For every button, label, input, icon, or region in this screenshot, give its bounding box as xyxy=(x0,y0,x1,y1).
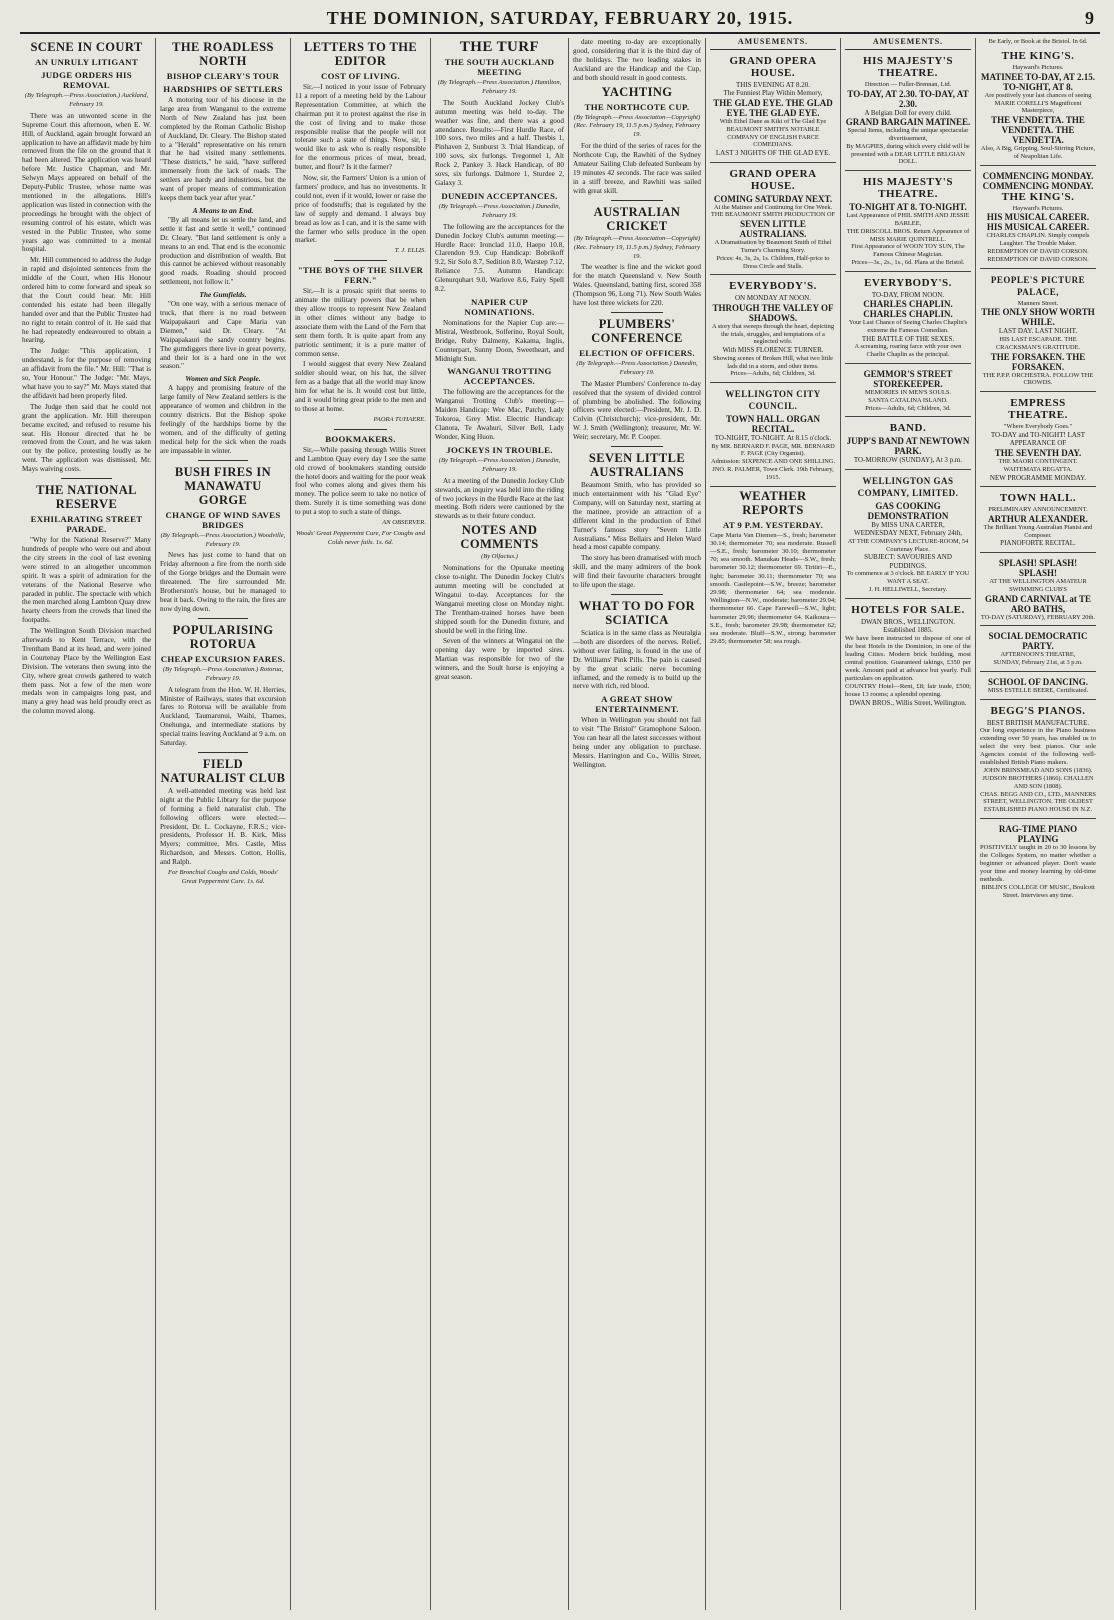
masthead xyxy=(20,6,1100,34)
article-paragraph: The Judge then said that he could not grant the application. Mr. Hill thereupon became excited, and refused to resume his seat. His Honour directed that he be removed from the Court, and he was taken out by the police, protesting loudly as he went. The application was dismissed, Mr. Mays waiving costs. xyxy=(22,402,151,474)
article-subhead: BOOKMAKERS. xyxy=(325,433,396,444)
ad-line: Direction — Fuller-Brennan, Ltd. xyxy=(864,80,952,88)
article-subhead: DUNEDIN ACCEPTANCES. xyxy=(441,190,558,201)
article-headline: WEATHER REPORTS xyxy=(739,488,807,517)
advertisement xyxy=(710,277,836,383)
article-byline: (By Olfactus.) xyxy=(481,553,518,561)
ad-line: THE P.P.P. ORCHESTRA. FOLLOW THE CROWDS. xyxy=(982,371,1094,387)
page-number: 9 xyxy=(1085,8,1094,28)
ad-body: We have been instructed to dispose of one of the best Hotels in the Dominion, in one of the leading Cities. Modern brick building, most central position. Guaranteed takings, £350 per week. Amount paid at advance but yearly. Full particulars on application. xyxy=(845,634,971,682)
divider xyxy=(611,446,662,447)
ad-line: THE BEAUMONT SMITH PRODUCTION OF xyxy=(710,211,836,219)
article-subhead: WANGANUI TROTTING ACCEPTANCES. xyxy=(447,366,552,387)
ad-line: Also, A Big, Gripping, Soul-Stirring Picture, of Neapolitan Life. xyxy=(980,145,1096,160)
ad-line: TO-NIGHT, TO-NIGHT. At 8.15 o'clock. xyxy=(714,434,832,443)
ad-feature: JUPP'S BAND AT NEWTOWN PARK. xyxy=(846,436,970,457)
ad-line: MISS ESTELLE BEERE, Certificated. xyxy=(987,686,1089,694)
ad-heading: EVERYBODY'S. xyxy=(729,280,817,293)
article-subhead: "THE BOYS OF THE SILVER FERN." xyxy=(297,265,424,286)
ad-line: Manners Street. xyxy=(1017,299,1059,307)
article-paragraph: A telegram from the Hon. W. H. Herries, Minister of Railways, states that excursion fares to Rotorua will be available from Auckland, Taumarunui, Waihi, Thames, Onehunga, and intermediate stations by special trains leaving Auckland at 9 a.m. on Saturday. xyxy=(160,685,286,748)
ad-feature: GRAND BARGAIN MATINEE. xyxy=(845,117,971,128)
column-1 xyxy=(18,38,155,1610)
article-headline: THE ROADLESS NORTH xyxy=(172,40,274,68)
article-headline: THE NATIONAL RESERVE xyxy=(36,483,137,512)
article-sidehead: The Gumfields. xyxy=(199,290,247,300)
ad-line: DWAN BROS., Willis Street, Wellington. xyxy=(849,698,967,707)
ad-line: "Where Everybody Goes." xyxy=(1003,423,1073,431)
article-subhead: BISHOP CLEARY'S TOUR xyxy=(166,71,280,81)
ad-line: AT THE COMPANY'S LECTURE-ROOM, 54 Courtenay Place. xyxy=(847,537,969,553)
ad-line: With MISS FLORENCE TURNER. xyxy=(722,346,824,355)
ad-line: Be Early, or Book at the Bristol. In 6d. xyxy=(988,38,1088,45)
advertisement xyxy=(845,472,971,599)
advertisement xyxy=(845,52,971,171)
ad-line: THE MAORI CONTINGENT. xyxy=(998,457,1078,465)
ad-line: Special Items, including the unique spectacular divertissement, xyxy=(847,127,969,142)
ad-line: By MAGPIES, during which every child will be presented with a DEAR LITTLE BELGIAN DOLL. xyxy=(846,142,970,166)
ad-line: To commence at 3 o'clock. BE EARLY IF YOU WANT A SEAT. xyxy=(846,570,970,586)
article-paragraph: Nominations for the Napier Cup are:—Mistral, Westbrook, Solferino, Royal Soult, Bridge, Ruby Dalmeny, Kakama, Inglis, Counterpart, Sunny Doon, Sweetheart, and Midnight Sun. xyxy=(435,318,564,363)
section-label: AMUSEMENTS. xyxy=(845,38,971,50)
article-byline: (By Telegraph.—Press Association.) Dunedin, February 19. xyxy=(576,359,698,376)
article-headline: AUSTRALIAN CRICKET xyxy=(593,204,681,233)
ad-line: TO-DAY and TO-NIGHT! LAST APPEARANCE OF xyxy=(990,430,1086,448)
ad-line: THIS EVENING AT 8.20. xyxy=(736,80,810,89)
ad-heading: PEOPLE'S PICTURE PALACE, xyxy=(990,274,1086,297)
advertisement xyxy=(980,489,1096,553)
article-paragraph: The story has been dramatised with much skill, and the many admirers of the book will find their favourite characters brought to life upon the stage. xyxy=(573,554,701,590)
ad-line: AT THE WELLINGTON AMATEUR SWIMMING CLUB'S xyxy=(989,577,1087,593)
ad-line: J. H. HELLIWELL, Secretary. xyxy=(868,586,948,594)
ad-heading: TOWN HALL. xyxy=(999,492,1077,505)
advertisement xyxy=(980,168,1096,269)
ad-line: Admission: SIXPENCE AND ONE SHILLING. xyxy=(710,458,836,466)
article-paragraph: The following are the acceptances for the Wanganui Trotting Club's meeting:—Maiden Handicap: Wee Mac, Patchy, Lady Tokoroa, Grey Mist. Electric Handicap: Clanora, Te Awahuri, Silver Bell, Lady Wonder, King Huon. xyxy=(435,388,564,441)
advertisement xyxy=(980,394,1096,487)
ad-line: AFTERNOON'S THEATRE, xyxy=(1000,651,1076,659)
ad-feature: CHARLES CHAPLIN. CHARLES CHAPLIN. xyxy=(863,299,953,320)
article-subhead: ELECTION OF OFFICERS. xyxy=(579,347,695,358)
ad-body: COUNTRY Hotel—Rent, £8; fair trade, £500; house 13 rooms; a splendid opening. xyxy=(845,682,971,698)
ad-line: A screaming, roaring farce with your own Charlie Chaplin as the principal. xyxy=(854,343,962,359)
article-paragraph: "Why for the National Reserve?" Many hundreds of people who were out and about the city streets in the cool of last evening were stirred to an altogether uncommon spirit. It was a spirit of admiration for the veterans of the National Reserve who paraded in public. The spectacle with which the men marched along Lambton Quay drew hearty cheers from the crowds that lined the footpaths. xyxy=(22,536,151,625)
article-subhead: HARDSHIPS OF SETTLERS xyxy=(163,84,283,94)
article-headline: YACHTING xyxy=(601,84,673,99)
article-byline: (By Telegraph.—Press Association.) Woodville, February 19. xyxy=(160,531,286,548)
article-paragraph: The Judge: "This application, I understand, is for the purpose of removing an affidavit from the file." Mr. Hill: "That is so, Your Honour." The Judge: "Mr. Mays, what have you to say?" Mr. Mays stated that the affidavit had been properly filed. xyxy=(22,347,151,400)
advertisement xyxy=(845,419,971,470)
ad-feature: TOWN HALL. ORGAN RECITAL. xyxy=(725,414,821,435)
ad-feature: THE GLAD EYE. THE GLAD EYE. THE GLAD EYE. xyxy=(713,97,833,118)
article-subhead: AN UNRULY LITIGANT xyxy=(35,57,138,67)
article-headline: NOTES AND COMMENTS xyxy=(460,523,539,552)
column-4 xyxy=(431,38,568,1610)
ad-line: ON MONDAY AT NOON. xyxy=(735,294,811,303)
letter-signature: AN OBSERVER. xyxy=(382,519,426,527)
advertisement xyxy=(710,385,836,486)
article-subhead: JUDGE ORDERS HIS REMOVAL xyxy=(41,70,132,90)
ad-line: TO-MORROW (SUNDAY), At 3 p.m. xyxy=(853,456,963,465)
advertisement xyxy=(980,821,1096,904)
ad-heading: EVERYBODY'S. xyxy=(864,276,952,289)
article-headline: SCENE IN COURT xyxy=(30,40,143,54)
ad-line: PIANOFORTE RECITAL. xyxy=(1000,539,1076,548)
article-paragraph: The Wellington South Division marched afterwards to Kent Terrace, with the Trentham Band at its head, and were joined in Courtenay Place by the Wellington East Division. The veterans then swung into the City, where great crowds gathered to watch them pass. Not a few of the men wore medals won in campaigns long past, and many a grey head was held proudly erect as the column moved along. xyxy=(22,627,151,716)
ad-heading: GEMMOR'S STREET STOREKEEPER. xyxy=(863,368,953,389)
ad-line: SANTA CATALINA ISLAND. xyxy=(868,396,948,404)
ad-line: JOHN BRINSMEAD AND SONS (1836). JUDSON BROTHERS (1866). CHALLEN AND SON (1808). xyxy=(982,767,1094,790)
ad-line: LAST 3 NIGHTS OF THE GLAD EYE. xyxy=(715,149,831,158)
ad-feature: THE ONLY SHOW WORTH WHILE. xyxy=(981,307,1095,328)
article-paragraph: There was an unwonted scene in the Supreme Court this afternoon, when E. W. Hill, of Auckland, again brought forward an application to have an affidavit made by him removed from the file on the ground that it had been altered. The application was heard before Mr. Justice Chapman, and Mr. Selwyn Mays appeared on behalf of the Deputy-Public Trustee, whose name was mentioned in the allegations. Hill's application was listed in connection with the proceedings he brought with the object of resuming control of his estate, which was vested in the Public Trustee, who some years ago was committed to a mental hospital. xyxy=(22,111,151,254)
advertisement xyxy=(845,274,971,364)
ad-heading: SCHOOL OF DANCING. xyxy=(988,676,1088,687)
ad-line: THE DRISCOLL BROS. Return Appearance of MISS MARIE QUINTRELL. xyxy=(846,227,970,243)
ad-body: Our long experience in the Piano business extending over 50 years, has enabled us to select the very best pianos. Our sole Agencies consist of the following well-established British Piano makers. xyxy=(980,727,1096,767)
article-paragraph: Sir,—It is a prosaic spirit that seems to animate the military powers that be when they allow troops to represent New Zealand in other climes without any badge to associate them with the Land of the Fern that sent them forth. It is quite apart from any patriotic sentiment; it is a pure matter of common sense. xyxy=(295,287,426,358)
ad-heading: GRAND OPERA HOUSE. xyxy=(729,167,817,192)
article-paragraph: When in Wellington you should not fail to visit "The Bristol" Gramophone Saloon. You can hear all the latest successes without being under any obligation to purchase. Messrs. Harrington and Co., Willis Street, Wellington. xyxy=(573,716,701,769)
ad-line: At the Matinee and Continuing for One Week. xyxy=(713,203,833,211)
ad-heading: BAND. xyxy=(889,422,927,435)
divider xyxy=(611,200,662,201)
section-label: AMUSEMENTS. xyxy=(710,38,836,50)
advertisement xyxy=(710,52,836,163)
advertisement xyxy=(980,674,1096,700)
article-subhead: NAPIER CUP NOMINATIONS. xyxy=(464,296,535,317)
ad-line: THE BATTLE OF THE SEXES. xyxy=(861,334,955,343)
ad-line: REDEMPTION OF DAVID CORSON. REDEMPTION OF DAVID CORSON. xyxy=(987,248,1089,263)
ad-heading: GRAND OPERA HOUSE. xyxy=(729,54,817,79)
weather-report: Cape Maria Van Diemen—S., fresh; barometer 30.14; thermometer 70; sea moderate. Russell—S.E., fresh; barometer 30.10; thermometer 70; sea smooth. Manukau Heads—S.W., fresh; barometer 30.12; thermometer 69. Tiritiri—E., light; barometer 30.11; thermometer 70; sea smooth. Castlepoint—S.W., breeze; barometer 29.98; thermometer 64; sea moderate. Wellington—N.W., moderate; barometer 29.94; thermometer 66. Cape Farewell—S.W., light; barometer 29.96; thermometer 64. Kaikoura—S.E., fresh; barometer 29.98; thermometer 62; sea moderate. Bluff—S.W., strong; barometer 29.85; thermometer 58; sea rough. xyxy=(710,531,836,646)
ad-feature: COMING SATURDAY NEXT. xyxy=(713,193,833,204)
article-subhead: THE NORTHCOTE CUP. xyxy=(584,101,690,112)
article-byline: (By Telegraph.—Press Association—Copyright) (Rec. February 19, 11.5 p.m.) Sydney, February 19. xyxy=(573,113,701,139)
ad-feature: THE FORSAKEN. THE FORSAKEN. xyxy=(990,351,1086,372)
ad-line: Last Appearance of PHIL SMITH AND JESSIE BARLEE, xyxy=(846,212,970,227)
ad-line: Are positively your last chances of seeing MARIE CORELLI'S Magnificent Masterpiece, xyxy=(984,91,1092,115)
article-subhead: AT 9 P.M. YESTERDAY. xyxy=(722,519,824,530)
ad-heading: BEGG'S PIANOS. xyxy=(990,704,1086,717)
advertisement xyxy=(845,173,971,272)
ad-feature: GRAND CARNIVAL at TE ARO BATHS, xyxy=(985,593,1091,614)
ad-line: With Ethel Dane as Kiki of The Glad Eye xyxy=(719,117,827,125)
article-byline: (By Telegraph.—Press Association.) Dunedin, February 19. xyxy=(438,202,561,219)
ad-line: CHAS. BEGG AND CO., LTD., MANNERS STREET, WELLINGTON. THE OLDEST ESTABLISHED PIANO HOUSE IN N.Z. xyxy=(980,790,1096,814)
article-paragraph: Now, sir, the Farmers' Union is a union of farmers' produce, and has no investments. It could not, even if it would, lower or raise the price of foodstuffs; that is regulated by the law of supply and demand. I always buy bread as low as I can, and it is the same with the farmer who sells produce in the open market. xyxy=(295,174,426,245)
ad-heading: EMPRESS THEATRE. xyxy=(1008,397,1068,422)
column-2 xyxy=(156,38,290,1610)
article-subhead: CHEAP EXCURSION FARES. xyxy=(160,653,286,664)
article-paragraph: The South Auckland Jockey Club's autumn meeting was held to-day. The weather was fine, and there was a good attendance. Results:—First Hurdle Race, of 100 sovs, two miles and a half. Thesbis 1, Pinhaven 2, Sunburst 3. Trial Handicap, of 100 sovs, six furlongs. Tregonnel 1, Alt Rock 2, Pankey 3. Hack Handicap, of 80 sovs, six furlongs. Dalmore 1, Sturdee 2, Galaxy 3. xyxy=(435,98,564,187)
article-headline: BUSH FIRES IN MANAWATU GORGE xyxy=(174,464,272,507)
article-paragraph: A happy and promising feature of the large family of New Zealand settlers is the appearance of women and children in the country districts. But the Bishop spoke feelingly of the hardships borne by the women, and of the difficulty of getting medical help for the sick when the roads are impassable in winter. xyxy=(160,384,286,455)
ad-line: HIS LAST ESCAPADE. THE CRACKSMAN'S GRATITUDE. xyxy=(995,335,1081,351)
ad-line: JNO. R. PALMER, Town Clerk. 19th February, 1915. xyxy=(712,466,834,481)
ad-line: Hayward's Pictures. xyxy=(1012,204,1064,212)
ad-line: LAST DAY. LAST NIGHT. xyxy=(998,327,1078,336)
article-paragraph: The Master Plumbers' Conference to-day resolved that the system of divided control of plumbing be abolished. The following officers were elected:—President, Mr. J. D. Colvin (Christchurch); vice-president, Mr. W. J. Smith (Wellington); treasurer, Mr. W. Weir; secretary, Mr. P. Cooper. xyxy=(573,379,701,442)
article-paragraph: At a meeting of the Dunedin Jockey Club stewards, an inquiry was held into the riding of two jockeys in the Hurdle Race at the last meeting. Both riders were cautioned by the stewards as to their future conduct. xyxy=(435,476,564,521)
ad-line: Prices—Adults, 6d; Children, 3d. xyxy=(730,370,816,378)
ad-line: NEW PROGRAMME MONDAY. xyxy=(989,473,1087,482)
ad-line: BEST BRITISH MANUFACTURE. xyxy=(986,718,1090,727)
ad-feature: COMMENCING MONDAY. COMMENCING MONDAY. xyxy=(982,170,1094,191)
ad-line: CHARLES CHAPLIN. Simply compels Laughter. The Trouble Maker. xyxy=(986,232,1090,248)
article-paragraph: Sir,—I noticed in your issue of February 11 a report of a meeting held by the Labour Representation Committee, at which the chairman put it to protest against the rise in the cost of living and to make those responsible realise that the people will not tolerate such a state of things. Now, sir, I would like to ask who is really responsible for the enormous prices of meat, bread, butter, and flour? Is it the farmer? xyxy=(295,83,426,172)
article-paragraph: The weather is fine and the wicket good for the match Queensland v. New South Wales. Queensland, batting first, scored 358 (Thompson 96, Long 71). New South Wales have lost three wickets for 220. xyxy=(573,263,701,308)
column-8-amusements xyxy=(976,38,1100,1610)
article-headline: THE TURF xyxy=(459,39,540,55)
divider xyxy=(198,752,248,753)
article-paragraph: The following are the acceptances for the Dunedin Jockey Club's autumn meeting:—Hurdle Race: Ironclad 11.0, Haepo 10.8, Clarendon 9.9. Cup Handicap: Bobrikoff 9.2, Sir Solo 8.7, Sedition 8.0, Warstep 7.12, Reliance 7.5. Autumn Handicap: Glenurquhart 9.0, Warlove 8.6, Fairy Spell 8.2. xyxy=(435,222,564,294)
ad-heading: HIS MAJESTY'S THEATRE. xyxy=(863,54,953,79)
divider xyxy=(198,460,248,461)
advertisement-footer: Woods' Great Peppermint Cure, For Coughs and Colds never fails. 1s. 6d. xyxy=(295,529,426,546)
ad-line: BIBLIN'S COLLEGE OF MUSIC, Boulcott Street. Interviews any time. xyxy=(981,884,1095,899)
article-headline: WHAT TO DO FOR SCIATICA xyxy=(578,598,696,627)
article-byline: (By Telegraph.—Press Association.) Hamilton, February 19. xyxy=(437,79,562,95)
ad-line: By MISS UNA CARTER, xyxy=(871,520,945,529)
advertisement xyxy=(980,271,1096,392)
ad-line: A Belgian Doll for every child. xyxy=(864,108,952,117)
article-paragraph: date meeting to-day are exceptionally good, considering that it is the third day of the holidays. The two leading stakes in Auckland are the Handicap and the Cup, and both should result in good contests. xyxy=(573,38,701,82)
article-paragraph: "By all means let us settle the land, and settle it fast and settle it well," continued Dr. Cleary. "But land settlement is only a means to an end. That end is the economic production and distribution of wealth. But this cannot be achieved without reasonably good roads. Roading should proceed settlement, not follow it." xyxy=(160,215,286,287)
ad-line: BEAUMONT SMITH'S NOTABLE COMPANY OF ENGLISH FARCE COMEDIANS. xyxy=(726,125,820,149)
advertisement-footer: For Bronchial Coughs and Colds, Woods' Great Peppermint Cure. 1s. 6d. xyxy=(167,869,279,885)
article-paragraph: I would suggest that every New Zealand soldier should wear, on his hat, the silver fern as a badge that all the world may know him for what he is. It would cost but little, and it would bring great pride to the men and to those at home. xyxy=(295,360,426,413)
ad-line: TO-DAY (SATURDAY), FEBRUARY 20th. xyxy=(980,613,1096,621)
article-paragraph: Seven of the winners at Wingatui on the opening day were by imported sires. Martian was responsible for two of the winners, and the Soult horse is enjoying a great season. xyxy=(435,637,564,682)
article-paragraph: A motoring tour of his diocese in the large area from Wanganui to the extreme North of New Zealand has just been completed by the Roman Catholic Bishop of Auckland, Dr. Cleary. The Bishop stated to a "Herald" representative on his return that he had visited many settlements. "These districts," he said, "have suffered immensely from the lack of roads. The settlers are hardy and industrious, but the want of proper means of communication keeps them back year after year." xyxy=(160,96,286,202)
column-6-amusements xyxy=(706,38,840,1610)
ad-line: PRELIMINARY ANNOUNCEMENT. xyxy=(988,506,1088,514)
ad-line: By MR. BERNARD F. PAGE, MR. BERNARD F. PAGE (City Organist). xyxy=(711,442,835,458)
divider xyxy=(334,260,386,261)
ad-line: First Appearance of WOON TOY SUN, The Famous Chinese Magician. xyxy=(851,243,965,259)
ad-feature: TO-NIGHT AT 8. TO-NIGHT. xyxy=(849,202,967,213)
ad-feature: MATINEE TO-DAY, AT 2.15. TO-NIGHT, AT 8. xyxy=(980,71,1096,92)
ad-line: Prices—3s., 2s., 1s., 6d. Plans at the Bristol. xyxy=(851,258,965,266)
ad-heading: HOTELS FOR SALE. xyxy=(851,603,965,616)
article-subhead: THE SOUTH AUCKLAND MEETING xyxy=(444,57,555,77)
ad-heading: WELLINGTON GAS COMPANY, LIMITED. xyxy=(857,475,959,498)
ad-line: WEDNESDAY NEXT, February 24th, xyxy=(853,529,963,538)
ad-heading: THE KING'S. xyxy=(1001,190,1075,203)
ad-line: Your Last Chance of Seeing Charles Chaplin's extreme the Famous Comedian. xyxy=(848,319,968,335)
article-paragraph: Nominations for the Opunake meeting close to-night. The Dunedin Jockey Club's autumn meeting will be concluded at Wingatui to-day. Acceptances for the Wanganui meeting close on Monday night. The Trentham-trained horses have been shipped south for the Dunedin fixture, and should be well in the firing line. xyxy=(435,564,564,635)
ad-heading: SPLASH! SPLASH! SPLASH! xyxy=(998,557,1078,578)
article-subhead: CHANGE OF WIND SAVES BRIDGES xyxy=(165,509,281,530)
article-headline: LETTERS TO THE EDITOR xyxy=(303,40,418,68)
ad-feature: HIS MUSICAL CAREER. HIS MUSICAL CAREER. xyxy=(986,212,1090,233)
article-sidehead: Women and Sick People. xyxy=(185,374,261,384)
ad-line: The Brilliant Young Australian Pianist and Composer. xyxy=(983,523,1093,539)
column-3 xyxy=(291,38,430,1610)
ad-line: Prices—Adults, 6d; Children, 3d. xyxy=(865,404,951,412)
ad-line: DWAN BROS., WELLINGTON. Established 1885. xyxy=(860,617,956,635)
advertisement xyxy=(980,702,1096,819)
article-byline: (By Telegraph.—Press Association—Copyright) (Rec. February 19, 11.5 p.m.) Sydney, February 19. xyxy=(573,234,701,260)
article-paragraph: Beaumont Smith, who has provided so much entertainment with his "Glad Eye" Company, will on Saturday next, starting at the matinee, provide an attraction of a different kind in the production of Ethel Turner's famous story "Seven Little Australians." Miss Bellairs and Helen Ward head a most capable company. xyxy=(573,481,701,552)
ad-heading: RAG-TIME PIANO PLAYING xyxy=(998,824,1078,844)
ad-line: Prices: 4s, 3s, 2s, 1s. Children, Half-price to Dress Circle and Stalls. xyxy=(716,254,830,270)
ad-line: SUBJECT: SAVOURIES AND PUDDINGS. xyxy=(864,553,952,570)
article-paragraph: Sir,—While passing through Willis Street and Lambton Quay every day I see the same old crowd of bookmakers standing outside the hotel doors and waiting for the poor weak fool who comes along and gives them his money. The police seem to take no notice of them. Surely it is time something was done to put a stop to such a state of things. xyxy=(295,445,426,517)
divider xyxy=(61,478,113,479)
ad-line: Hayward's Pictures. xyxy=(1012,63,1064,71)
advertisement xyxy=(980,47,1096,166)
masthead-title: THE DOMINION, SATURDAY, FEBRUARY 20, 1915. xyxy=(326,8,794,28)
divider xyxy=(611,594,662,595)
article-paragraph: A well-attended meeting was held last night at the Public Library for the purpose of forming a field naturalist club. The following officers were elected:—President, Dr. L. Cockayne, F.R.S.; vice-presidents, Professor H. B. Kirk, Miss Myers; committee, Mrs. Castle, Miss Richardson, and Messrs. Cotton, Hollis, and Ralph. xyxy=(160,786,286,867)
article-byline: (By Telegraph.—Press Association.) Dunedin, February 19. xyxy=(438,456,561,473)
article-paragraph: Mr. Hill commenced to address the Judge in rapid and disjointed sentences from the middle of the Court, when His Honour ordered him to come forward and speak so that the Court could hear. Mr. Hill contended his estate had been illegally handed over and that the Public Trustee had no right to retain control of it. He said that he had repeatedly endeavoured to obtain a hearing. xyxy=(22,256,151,345)
ad-feature: TO-DAY, AT 2.30. TO-DAY, AT 2.30. xyxy=(847,88,969,109)
ad-line: MEMORIES IN MEN'S SOULS. xyxy=(864,388,951,396)
ad-heading: HIS MAJESTY'S THEATRE. xyxy=(863,176,953,201)
advertisement xyxy=(845,366,971,417)
advertisement xyxy=(980,628,1096,672)
article-paragraph: "On one way, with a serious menace of truck, that there is no road between Waipapakauri and Cape Maria van Diemen," said Dr. Cleary. "At Waipapakauri the sandy country begins. The gumdiggers there live in great poverty, and their lot is a hard one in the wet season." xyxy=(160,300,286,371)
article-byline: (By Telegraph.—Press Association.) Rotorua, February 19. xyxy=(162,665,284,682)
ad-feature: THROUGH THE VALLEY OF SHADOWS. xyxy=(712,302,834,323)
ad-heading: SOCIAL DEMOCRATIC PARTY. xyxy=(988,631,1088,652)
article-paragraph: News has just come to hand that on Friday afternoon a fire from the north side of the Gorge bridges and the Domain were threatened. The fire surrounded Mr. Brotherston's house, but he managed to beat it back. Owing to the rain, the fires are now dying down. xyxy=(160,551,286,613)
article-headline: SEVEN LITTLE AUSTRALIANS xyxy=(588,451,686,480)
article-subhead: A GREAT SHOW ENTERTAINMENT. xyxy=(595,694,679,715)
ad-line: SUNDAY, February 21st, at 3 p.m. xyxy=(993,659,1083,667)
article-byline: (By Telegraph.—Press Association.) Auckland, February 19. xyxy=(24,92,149,108)
article-paragraph: Sciatica is in the same class as Neuralgia—both are disorders of the nerves. Relief, without ever failing, is found in the use of Dr. Williams' Pink Pills. The pain is caused by the great sciatic nerve becoming inflamed, and the remedy is to build up the nerve with rich, red blood. xyxy=(573,628,701,691)
article-headline: FIELD NATURALIST CLUB xyxy=(160,756,286,785)
ad-feature: ARTHUR ALEXANDER. xyxy=(988,513,1088,524)
column-7-amusements xyxy=(841,38,975,1610)
article-subhead: JOCKEYS IN TROUBLE. xyxy=(446,444,553,455)
ad-feature: THE SEVENTH DAY. xyxy=(994,447,1082,458)
ad-line: A Dramatisation by Beaumont Smith of Ethel Turner's Charming Story. xyxy=(714,239,832,254)
divider xyxy=(334,429,386,430)
ad-feature: GAS COOKING DEMONSTRATION xyxy=(867,500,949,521)
ad-line: Showing scenes of Broken Hill, what two little lads did in a storm, and other items. xyxy=(713,354,833,370)
ad-body: POSITIVELY taught in 20 to 30 lessons by the Colleges System, no matter whether a beginner or advanced player. Don't waste your time and money learning by old-time methods. xyxy=(980,844,1096,883)
ad-line: TO-DAY, FROM NOON. xyxy=(871,290,945,299)
article-headline: PLUMBERS' CONFERENCE xyxy=(591,316,683,345)
article-subhead: COST OF LIVING. xyxy=(320,71,401,81)
ad-feature: THE VENDETTA. THE VENDETTA. THE VENDETTA. xyxy=(991,115,1085,146)
article-headline: POPULARISING ROTORUA xyxy=(172,622,274,651)
divider xyxy=(611,312,662,313)
ad-heading: WELLINGTON CITY COUNCIL. xyxy=(725,389,821,412)
article-subhead: EXHILARATING STREET PARADE. xyxy=(30,514,143,535)
ad-heading: THE KING'S. xyxy=(1001,49,1075,62)
article-paragraph: For the third of the series of races for the Northcote Cup, the Rawhiti of the Sydney Amateur Sailing Club defeated Sunbeam by 19 minutes 42 seconds. The race was sailed in a stiff breeze, and Rawhiti was sailed with great skill. xyxy=(573,142,701,195)
ad-line: WAITEMATA REGATTA. xyxy=(1003,465,1073,473)
divider xyxy=(198,618,248,619)
ad-line: A story that sweeps through the heart, depicting the trials, struggles, and temptations of a neglected wife. xyxy=(711,322,835,346)
ad-feature: SEVEN LITTLE AUSTRALIANS. xyxy=(739,219,807,240)
ad-line: The Funniest Play Within Memory, xyxy=(723,89,823,98)
letter-signature: PAORA TUHAERE. xyxy=(373,415,426,423)
advertisement xyxy=(710,165,836,276)
advertisement xyxy=(980,555,1096,626)
column-5 xyxy=(569,38,705,1610)
letter-signature: T. J. ELLIS. xyxy=(394,247,426,255)
advertisement xyxy=(845,601,971,712)
article-sidehead: A Means to an End. xyxy=(192,205,254,215)
